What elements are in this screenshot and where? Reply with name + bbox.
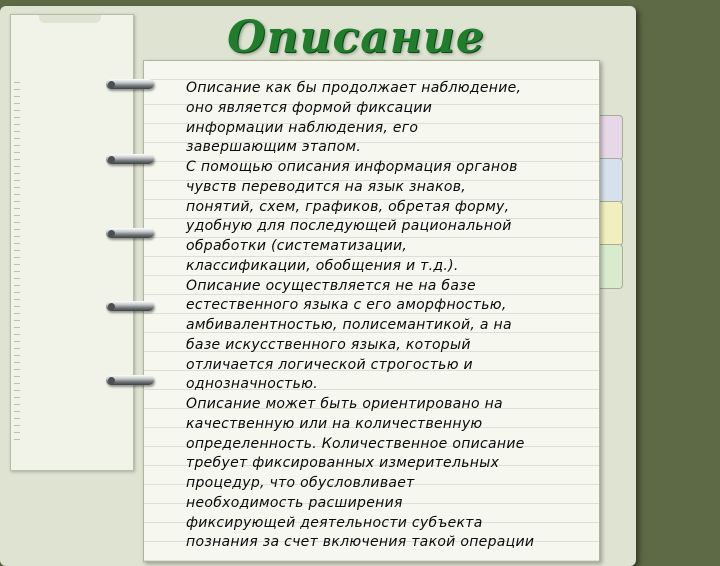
tab-yellow[interactable] <box>596 201 623 246</box>
binder-ring-icon <box>106 300 158 314</box>
binder-ring-icon <box>106 153 158 167</box>
binder-ring-icon <box>106 227 158 241</box>
tab-pink[interactable] <box>596 115 623 160</box>
ruler-marks <box>14 76 20 446</box>
tab-green[interactable] <box>596 244 623 289</box>
tab-blue[interactable] <box>596 158 623 203</box>
body-text: Описание как бы продолжает наблюдение, оно является формой фиксации информации наблюдения, его завершающим этапом. С помощью описания информация органов чувств переводится на язык знаков, понятий, схем, графиков, обретая форму, удобную для последующей рациональной обработки (систематизации, классификации, обобщения и т.д.). Описание осуществляется не на базе естественного языка с его аморфностью, амбивалентностью, полисемантикой, а на базе искусственного языка, который отличается логической строгостью и однозначностью. Описание может быть ориентировано на качественную или на количественную определенность. Количественное описание требует фиксированных измерительных процедур, что обусловливает необходимость расширения фиксирующей деятельности субъекта познания за счет включения такой операции <box>186 80 535 551</box>
page-title: Описание <box>227 12 485 63</box>
binder-ring-icon <box>106 374 158 388</box>
binder-ring-icon <box>106 78 158 92</box>
